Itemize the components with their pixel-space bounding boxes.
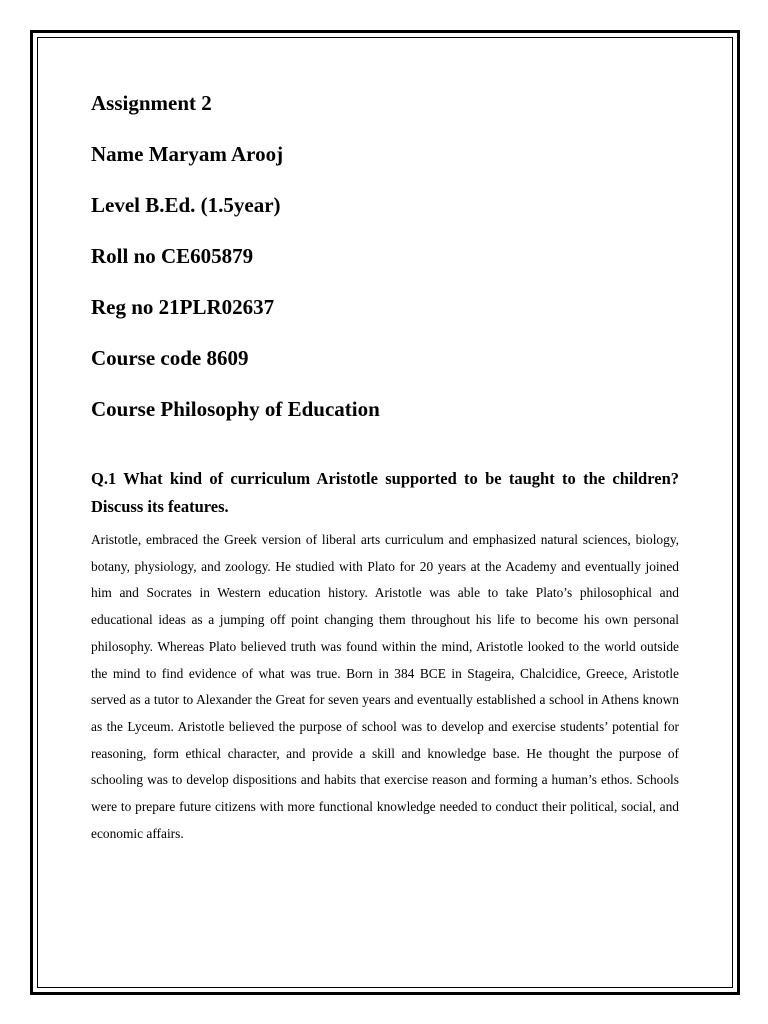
question-heading: Q.1 What kind of curriculum Aristotle supported to be taught to the children? Discuss its features. bbox=[91, 469, 679, 516]
registration-number: Reg no 21PLR02637 bbox=[91, 295, 275, 319]
level-line: Level B.Ed. (1.5year) bbox=[91, 193, 281, 217]
course-code: Course code 8609 bbox=[91, 346, 249, 370]
roll-number: Roll no CE605879 bbox=[91, 244, 254, 268]
course-name: Course Philosophy of Education bbox=[91, 397, 380, 421]
assignment-title: Assignment 2 bbox=[91, 91, 212, 115]
student-name: Name Maryam Arooj bbox=[91, 142, 284, 166]
answer-paragraph: Aristotle, embraced the Greek version of liberal arts curriculum and emphasized natural sciences, biology, botany, physiology, and zoology. He studied with Plato for 20 years at the Academy and eventually joined him and Socrates in Western education history. Aristotle was able to take Plato’s philosophical and educational ideas as a jumping off point changing them throughout his life to become his own personal philosophy. Whereas Plato believed truth was found within the mind, Aristotle looked to the world outside the mind to find evidence of what was true. Born in 384 BCE in Stageira, Chalcidice, Greece, Aristotle served as a tutor to Alexander the Great for seven years and eventually established a school in Athens known as the Lyceum. Aristotle believed the purpose of school was to develop and exercise students’ potential for reasoning, form ethical character, and provide a skill and knowledge base. He thought the purpose of schooling was to develop dispositions and habits that exercise reason and forming a human’s ethos. Schools were to prepare future citizens with more functional knowledge needed to conduct their political, social, and economic affairs. bbox=[91, 532, 679, 841]
page-content bbox=[91, 90, 679, 847]
